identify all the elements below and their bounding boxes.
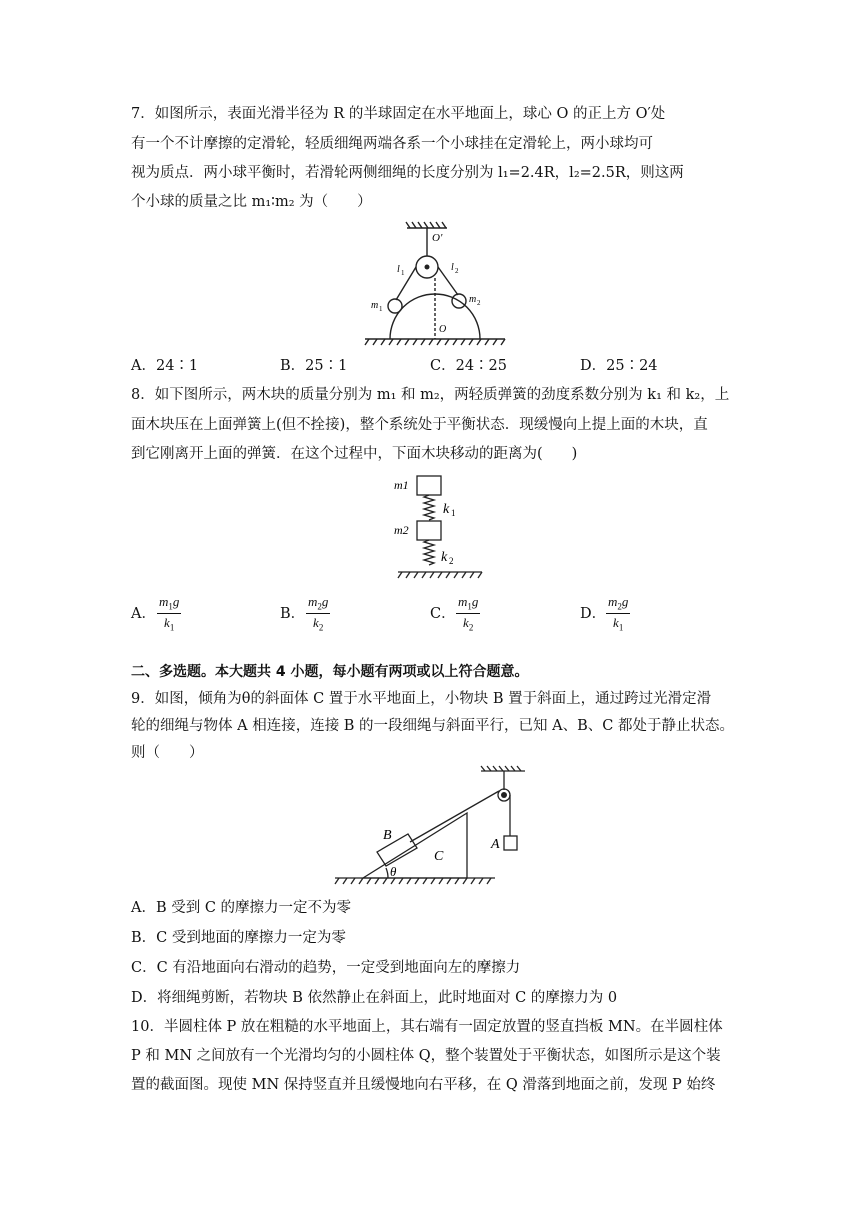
q10-line-3: 置的截面图。现使 MN 保持竖直并且缓慢地向右平移，在 Q 滑落到地面之前，发现 P 始终	[131, 1077, 716, 1093]
q8-line-3: 到它刚离开上面的弹簧．在这个过程中，下面木块移动的距离为( )	[131, 446, 578, 462]
q8-spring-blocks-figure	[390, 473, 490, 583]
q10-line-2: P 和 MN 之间放有一个光滑均匀的小圆柱体 Q，整个装置处于平衡状态，如图所示是这个装	[131, 1048, 721, 1064]
q8-option-c-den-sub: 2	[468, 622, 474, 633]
q10-line-1: 10．半圆柱体 P 放在粗糙的水平地面上，其右端有一固定放置的竖直挡板 MN。在半圆柱体	[131, 1019, 723, 1035]
q7-label-m2: m	[469, 294, 477, 305]
q8-option-b-den: k	[313, 614, 319, 630]
q8-option-d-num: m	[608, 594, 618, 609]
q8-option-c-num-sub: 1	[467, 601, 472, 612]
q8-option-b-label: B．	[280, 606, 306, 622]
q9-line-2: 轮的细绳与物体 A 相连接，连接 B 的一段细绳与斜面平行，已知 A、B、C 都处于静止状态。	[131, 718, 734, 734]
q8-label-m1: m1	[394, 478, 409, 492]
q8-option-b-num: m	[308, 594, 318, 609]
q8-option-a-num-sub: 1	[168, 601, 173, 612]
q9-label-theta: θ	[390, 864, 397, 879]
q8-option-d-den: k	[613, 614, 619, 630]
q8-option-b-den-sub: 2	[318, 622, 324, 633]
q8-option-c-num-tail: g	[471, 594, 479, 609]
q8-option-a-den-sub: 1	[169, 622, 175, 633]
q7-label-l1-sub: 1	[401, 269, 405, 277]
q8-option-d-fraction	[606, 594, 630, 632]
q9-label-c: C	[434, 849, 444, 864]
q9-option-a: A．B 受到 C 的摩擦力一定不为零	[131, 900, 352, 916]
q8-option-a-num-tail: g	[172, 594, 180, 609]
q8-line-1: 8．如下图所示，两木块的质量分别为 m₁ 和 m₂，两轻质弹簧的劲度系数分别为 k₁ 和 k₂，上	[131, 387, 730, 403]
q8-option-b-num-tail: g	[321, 594, 329, 609]
q7-label-m1-sub: 1	[379, 305, 383, 313]
q7-line-4: 个小球的质量之比 m₁∶m₂ 为（ ）	[131, 194, 372, 210]
q7-label-o-prime: O'	[432, 232, 443, 244]
q8-option-d-num-tail: g	[621, 594, 629, 609]
q9-label-b: B	[383, 828, 392, 843]
q8-option-b-num-sub: 2	[317, 601, 322, 612]
q7-label-m1: m	[371, 300, 379, 311]
q7-option-d: D．25∶24	[580, 358, 658, 374]
q7-label-o: O	[439, 324, 447, 335]
q9-option-b: B．C 受到地面的摩擦力一定为零	[131, 930, 346, 946]
q8-option-a-num: m	[159, 594, 169, 609]
q7-line-3: 视为质点．两小球平衡时，若滑轮两侧细绳的长度分别为 l₁=2.4R，l₂=2.5R，则这两	[131, 165, 684, 181]
q9-label-a: A	[491, 837, 500, 852]
q8-label-k2-sub: 2	[449, 556, 454, 566]
q8-option-b-fraction	[306, 594, 330, 632]
q7-option-c: C．24∶25	[430, 358, 507, 374]
q8-option-c-den: k	[463, 614, 469, 630]
q9-option-d: D．将细绳剪断，若物块 B 依然静止在斜面上，此时地面对 C 的摩擦力为 0	[131, 990, 618, 1006]
q7-label-l2: l	[451, 262, 454, 273]
q8-option-d-den-sub: 1	[618, 622, 624, 633]
q7-line-2: 有一个不计摩擦的定滑轮，轻质细绳两端各系一个小球挂在定滑轮上，两小球均可	[131, 136, 653, 152]
q8-option-c-label: C．	[430, 606, 456, 622]
q8-option-a-fraction	[157, 594, 181, 632]
q9-line-1: 9．如图，倾角为θ的斜面体 C 置于水平地面上，小物块 B 置于斜面上，通过跨过光滑定滑	[131, 691, 712, 707]
q8-label-k2: k	[441, 550, 448, 565]
q8-option-a-den: k	[164, 614, 170, 630]
q7-label-m2-sub: 2	[477, 299, 481, 307]
q7-hemisphere-pulley-figure	[355, 222, 515, 347]
q7-label-l2-sub: 2	[455, 267, 459, 275]
q9-line-3: 则（ ）	[131, 745, 204, 761]
q7-label-l1: l	[397, 264, 400, 275]
q9-incline-pulley-figure	[333, 766, 533, 890]
q8-option-a-label: A．	[131, 606, 156, 622]
q8-option-d-label: D．	[580, 606, 607, 622]
q8-label-m2: m2	[394, 523, 409, 537]
q7-option-b: B．25∶1	[280, 358, 348, 374]
q8-line-2: 面木块压在上面弹簧上(但不拴接)，整个系统处于平衡状态．现缓慢向上提上面的木块，直	[131, 417, 708, 433]
q8-option-c-fraction	[456, 594, 480, 632]
q8-option-c-num: m	[458, 594, 468, 609]
q7-line-1: 7．如图所示，表面光滑半径为 R 的半球固定在水平地面上，球心 O 的正上方 O′处	[131, 106, 666, 122]
q8-option-d-num-sub: 2	[617, 601, 622, 612]
q8-label-k1: k	[443, 502, 450, 517]
q9-option-c: C．C 有沿地面向右滑动的趋势，一定受到地面向左的摩擦力	[131, 960, 521, 976]
q7-option-a: A．24∶1	[131, 358, 199, 374]
section-2-heading: 二、多选题。本大题共 4 小题，每小题有两项或以上符合题意。	[131, 664, 529, 680]
q8-label-k1-sub: 1	[451, 508, 456, 518]
